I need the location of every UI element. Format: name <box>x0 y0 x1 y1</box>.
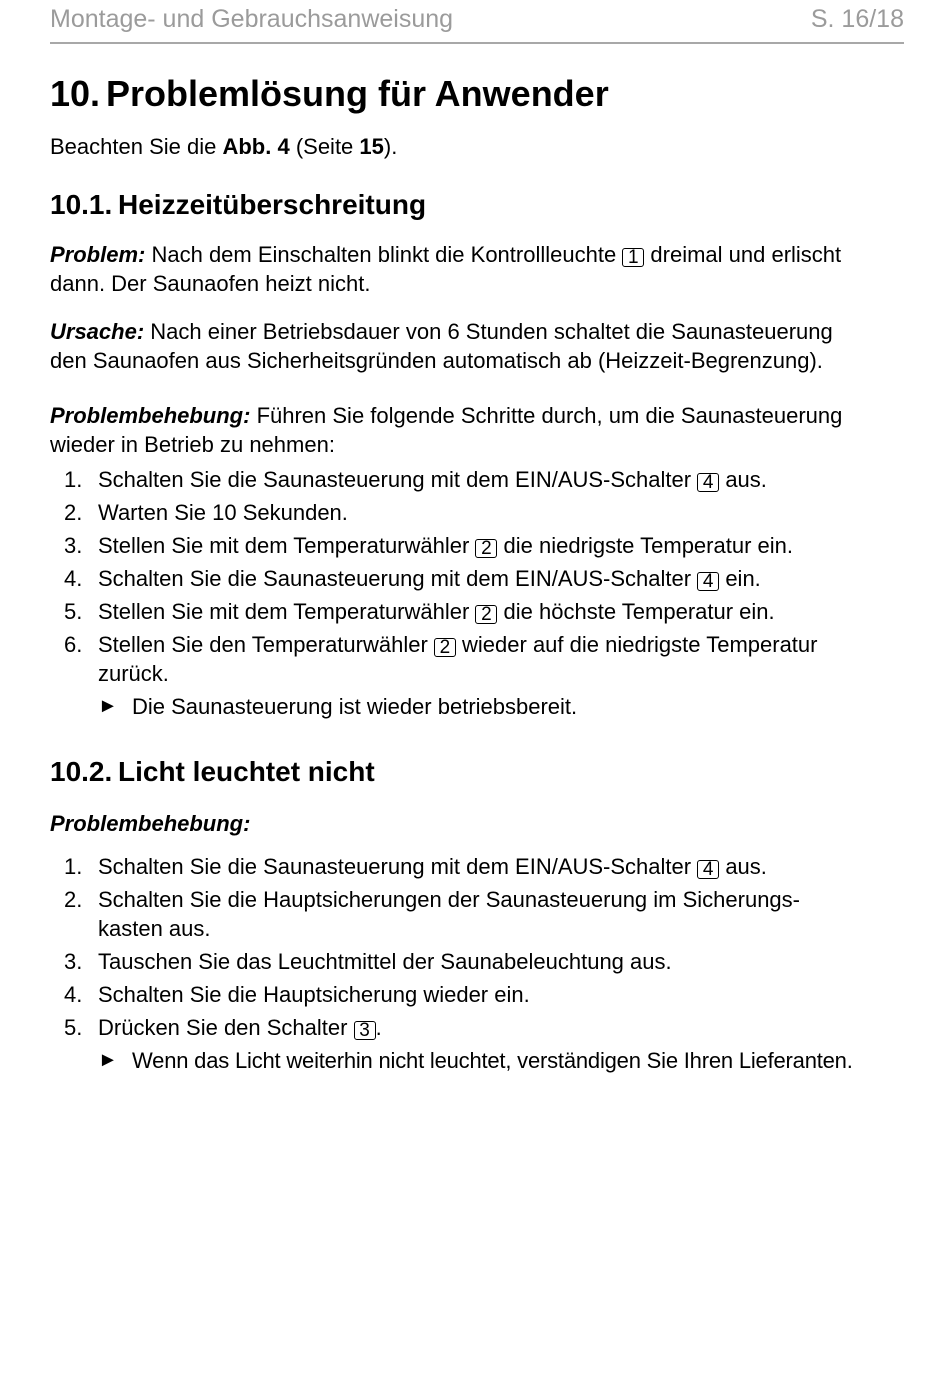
cause-paragraph: Ursache: Nach einer Betriebsdauer von 6 Stunden schaltet die Saunasteuerung den Saunaofen aus Sicherheitsgründen automatisch ab (Heizzeit-Begrenzung). <box>50 319 833 373</box>
list-item: 4. Schalten Sie die Saunasteuerung mit dem EIN/AUS-Schalter 4 ein. <box>64 566 761 592</box>
reference-box: 3 <box>354 1021 376 1040</box>
arrow-right-icon: ► <box>98 695 118 717</box>
fix-label: Problembehebung: <box>50 811 251 836</box>
list-item: 3. Tauschen Sie das Leuchtmittel der Saunabeleuchtung aus. <box>64 949 672 974</box>
figure-reference: Abb. 4 <box>222 134 290 159</box>
section-heading-10 <box>50 72 906 116</box>
list-item: 3. Stellen Sie mit dem Temperaturwähler 2 die niedrigste Temperatur ein. <box>64 533 793 559</box>
fix-paragraph: Problembehebung: Führen Sie folgende Schritte durch, um die Saunasteuerung wieder in Betrieb zu nehmen: <box>50 403 843 457</box>
list-item: 5. Stellen Sie mit dem Temperaturwähler 2 die höchste Temperatur ein. <box>64 599 775 625</box>
list-item: 5. Drücken Sie den Schalter 3 . <box>64 1015 382 1041</box>
cause-label: Ursache: <box>50 319 145 344</box>
page-number: S. 16/18 <box>810 5 904 33</box>
list-item: 4. Schalten Sie die Hauptsicherung wieder ein. <box>64 982 530 1007</box>
steps-list <box>50 465 906 721</box>
problem-label: Problem: <box>50 242 146 267</box>
list-item: 1. Schalten Sie die Saunasteuerung mit dem EIN/AUS-Schalter 4 aus. <box>64 467 767 493</box>
steps-list <box>50 852 906 1075</box>
section-number: 10.1. <box>50 189 113 220</box>
reference-box: 1 <box>622 248 644 267</box>
reference-box: 2 <box>475 539 497 558</box>
fix-paragraph <box>50 809 906 838</box>
list-item: 2. Warten Sie 10 Sekunden. <box>64 500 348 525</box>
reference-box: 4 <box>697 473 719 492</box>
section-title: Problemlösung für Anwender <box>106 73 609 114</box>
section-heading-10-2 <box>50 755 906 789</box>
reference-box: 2 <box>475 605 497 624</box>
section-number: 10. <box>50 73 101 114</box>
fix-label: Problembehebung: <box>50 403 251 428</box>
section-title: Heizzeitüberschreitung <box>118 189 427 220</box>
reference-box: 4 <box>697 860 719 879</box>
document-title: Montage- und Gebrauchsanweisung <box>50 5 454 33</box>
result-line: ► Wenn das Licht weiterhin nicht leuchtet, verständigen Sie Ihren Lieferanten. <box>98 1048 853 1073</box>
reference-box: 2 <box>434 638 456 657</box>
list-item: 2. Schalten Sie die Hauptsicherungen der Saunasteuerung im Sicherungs- kasten aus. <box>64 887 800 941</box>
page-reference: 15 <box>359 134 384 159</box>
page-header <box>50 2 904 44</box>
reference-box: 4 <box>697 572 719 591</box>
problem-paragraph: Problem: Nach dem Einschalten blinkt die Kontrollleuchte 1 dreimal und erlischt dann. Der Saunaofen heizt nicht. <box>50 242 842 296</box>
list-item: 6. Stellen Sie den Temperaturwähler 2 wieder auf die niedrigste Temperatur zurück. <box>64 632 818 686</box>
page-content <box>50 70 906 1075</box>
result-line: ► Die Saunasteuerung ist wieder betriebsbereit. <box>98 694 578 719</box>
arrow-right-icon: ► <box>98 1049 118 1071</box>
section-heading-10-1 <box>50 188 906 222</box>
list-item: 1. Schalten Sie die Saunasteuerung mit dem EIN/AUS-Schalter 4 aus. <box>64 854 767 880</box>
intro-paragraph: Beachten Sie die Abb. 4 (Seite 15). <box>50 134 398 159</box>
section-title: Licht leuchtet nicht <box>118 756 375 787</box>
section-number: 10.2. <box>50 756 113 787</box>
